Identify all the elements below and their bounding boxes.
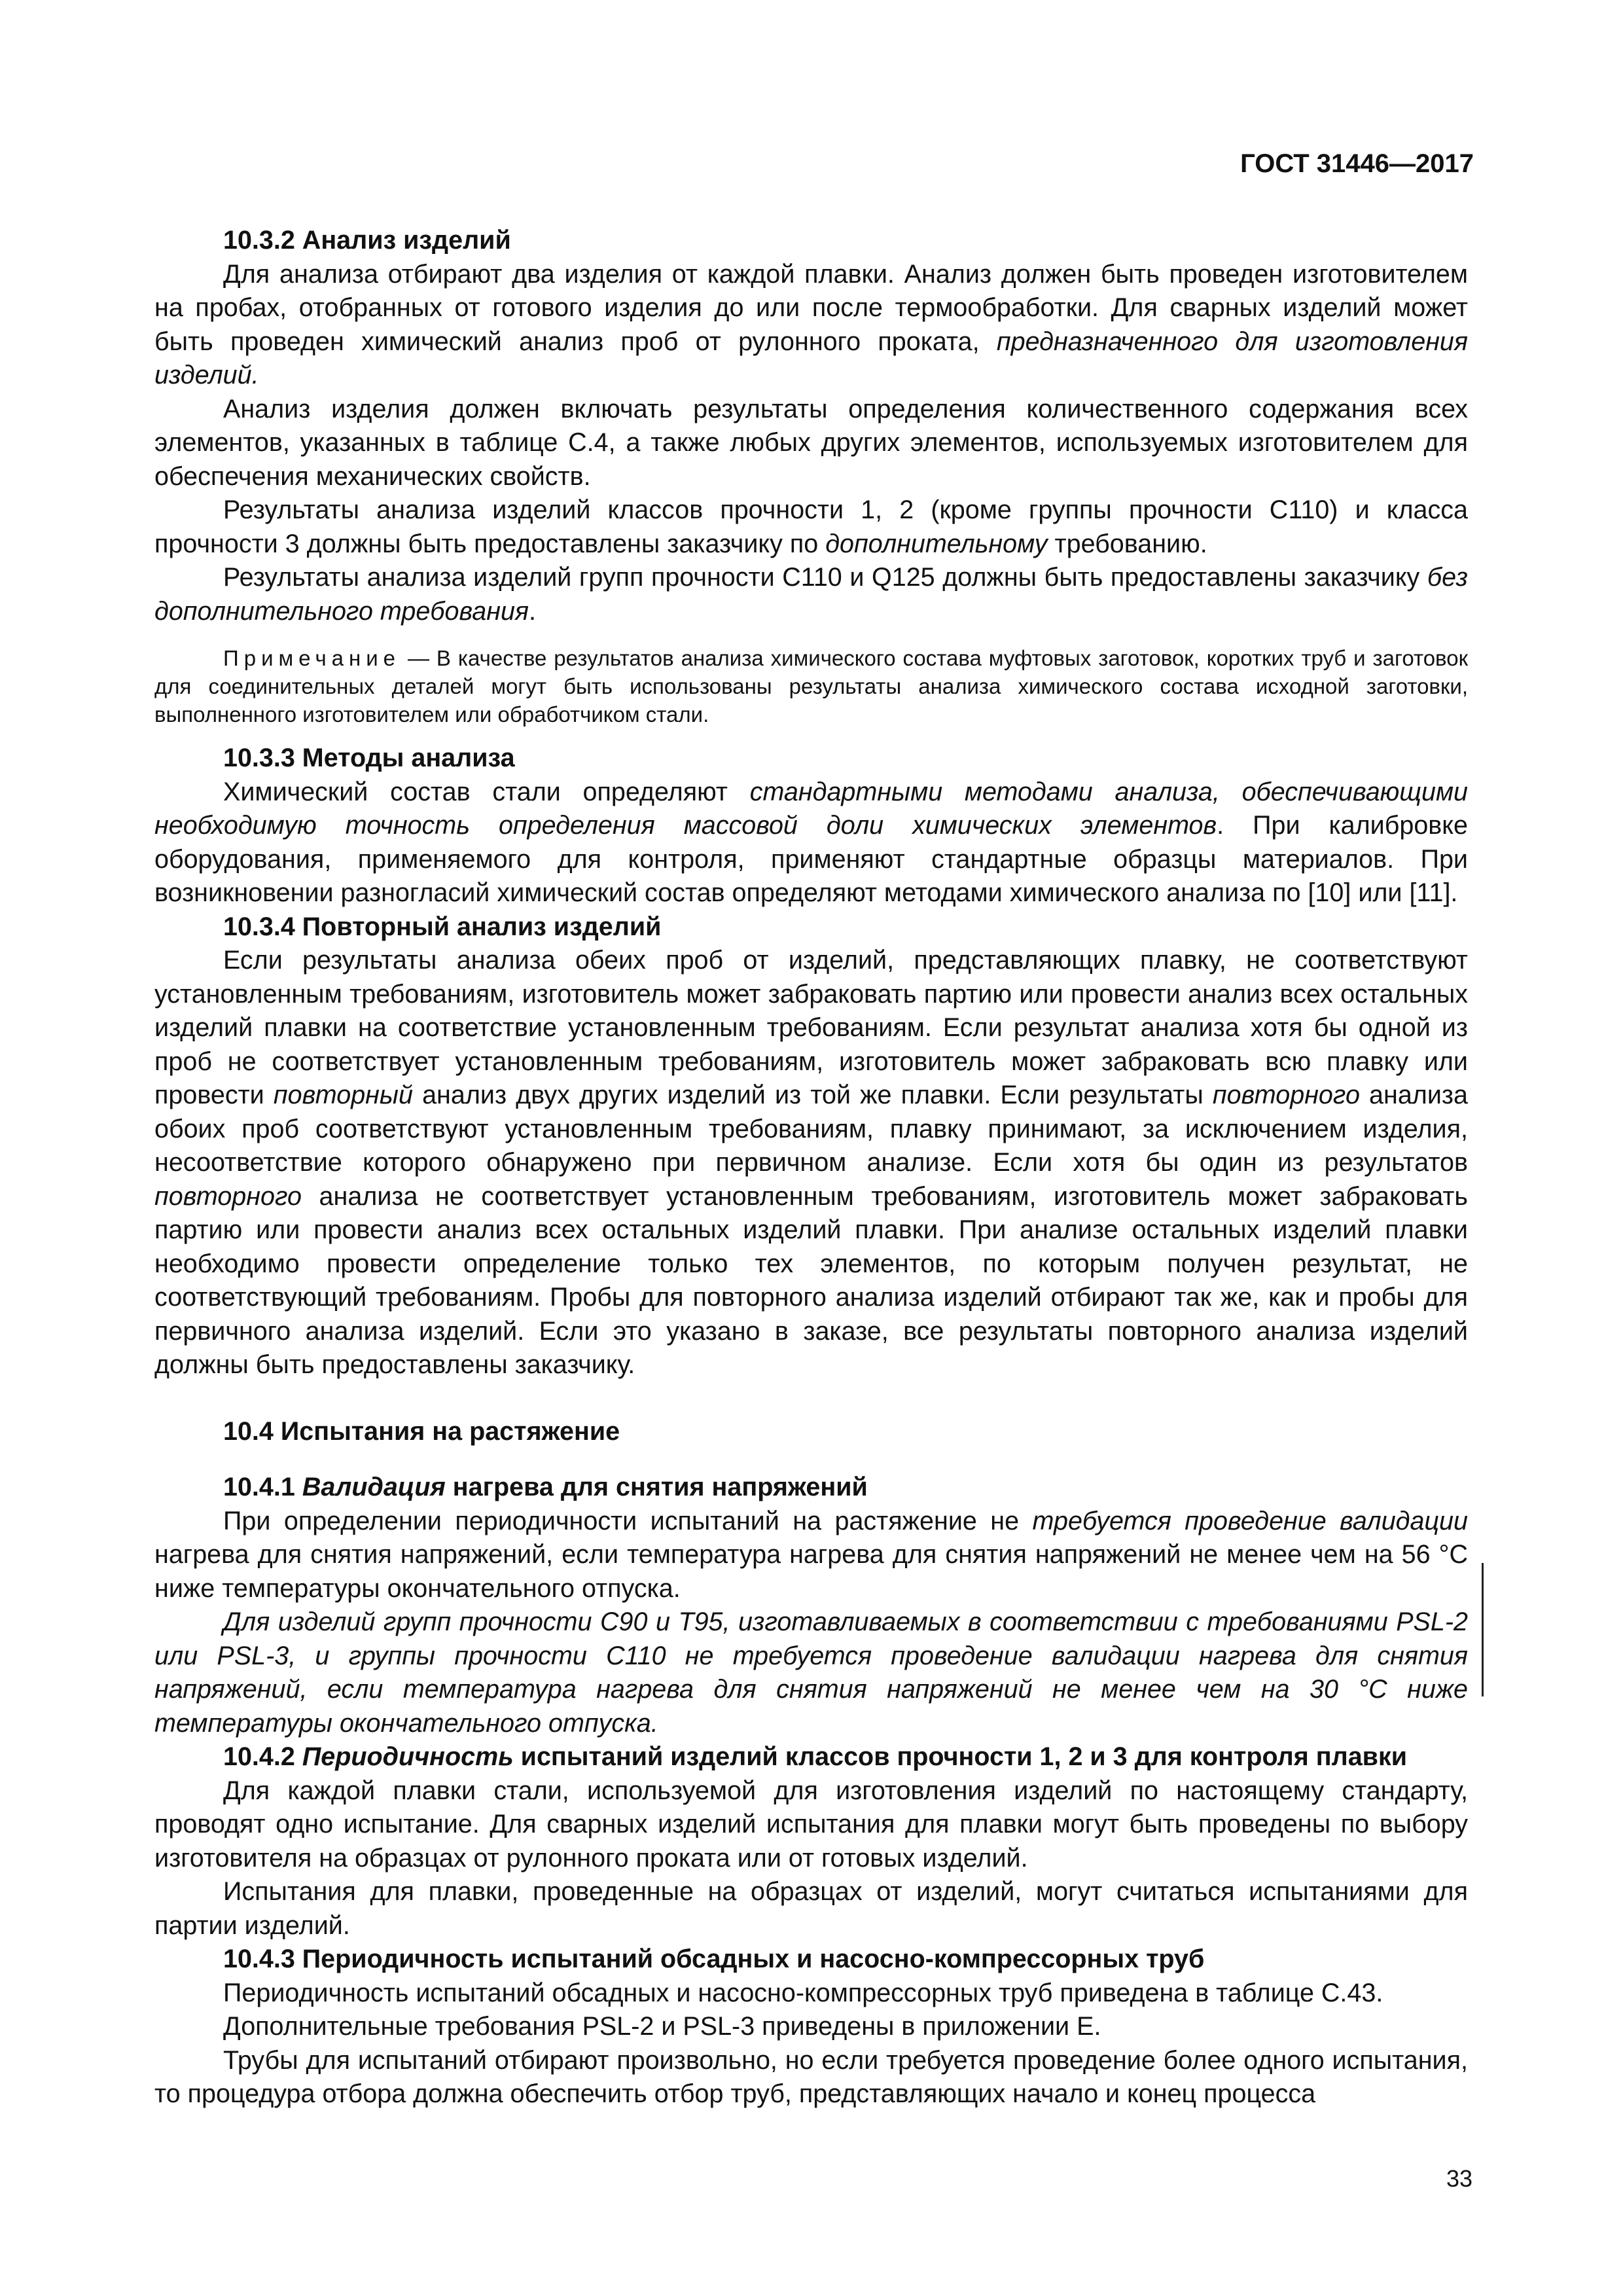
paragraph: Результаты анализа изделий классов прочности 1, 2 (кроме группы прочности С110) и класса прочности 3 должны быть предоставлены заказчику по дополнительному требованию. [154,495,1468,558]
paragraph: Для анализа отбирают два изделия от каждой плавки. Анализ должен быть проведен изготовителем на пробах, отобранных от готового изделия до или после термообработки. Для сварных изделий может быть проведен химический анализ проб от рулонного проката, предназначенного для изготовления изделий. [154,259,1468,389]
page-number: 33 [1446,2165,1472,2192]
section-heading-10-4-1: 10.4.1 Валидация нагрева для снятия напряжений [223,1473,868,1501]
paragraph: Периодичность испытаний обсадных и насосно-компрессорных труб приведена в таблице С.43. [223,1978,1383,2007]
paragraph: Для каждой плавки стали, используемой для изготовления изделий по настоящему стандарту, проводят одно испытание. Для сварных изделий испытания для плавки могут быть проведены по выбору изготовителя на образцах от рулонного проката или от готовых изделий. [154,1776,1468,1873]
section-heading-10-3-3: 10.3.3 Методы анализа [223,744,515,772]
standard-code: ГОСТ 31446—2017 [1240,149,1474,178]
section-heading-10-4-3: 10.4.3 Периодичность испытаний обсадных и насосно-компрессорных труб [223,1945,1205,1973]
section-heading-10-3-4: 10.3.4 Повторный анализ изделий [223,912,662,941]
note-label: Примечание [223,646,401,670]
section-heading-10-4-2: 10.4.2 Периодичность испытаний изделий классов прочности 1, 2 и 3 для контроля плавки [223,1742,1408,1771]
note-text: — В качестве результатов анализа химического состава муфтовых заготовок, коротких труб и заготовок для соединительных деталей могут быть использованы результаты анализа химического состава исходной заготовки, выполненного изготовителем или обработчиком стали. [154,646,1469,726]
paragraph: Если результаты анализа обеих проб от изделий, представляющих плавку, не соответствуют установленным требованиям, изготовитель может забраковать партию или провести анализ всех остальных изделий плавки на соответствие установленным требованиям. Если результат анализа хотя бы одной из проб не соответствует установленным требованиям, изготовитель может забраковать всю плавку или провести повторный анализ двух других изделий из той же плавки. Если результаты повторного анализа обоих проб соответствуют установленным требованиям, плавку принимают, за исключением изделия, несоответствие которого обнаружено при первичном анализе. Если хотя бы один из результатов повторного анализа не соответствует установленным требованиям, изготовитель может забраковать партию или провести анализ всех остальных изделий плавки. При анализе остальных изделий плавки необходимо провести определение только тех элементов, по которым получен результат, не соответствующий требованиям. Пробы для повторного анализа изделий отбирают так же, как и пробы для первичного анализа изделий. Если это указано в заказе, все результаты повторного анализа изделий должны быть предоставлены заказчику. [154,946,1468,1379]
paragraph: Трубы для испытаний отбирают произвольно, но если требуется проведение более одного испытания, то процедура отбора должна обеспечить отбор труб, представляющих начало и конец процесса [154,2045,1468,2108]
paragraph: Дополнительные требования PSL-2 и PSL-3 приведены в приложении Е. [223,2012,1101,2041]
italic-paragraph: Для изделий групп прочности С90 и Т95, изготавливаемых в соответствии с требованиями PSL-2 или PSL-3, и группы прочности С110 не требуется проведение валидации нагрева для снятия напряжений, если температура нагрева для снятия напряжений не менее чем на 30 °С ниже температуры окончательного отпуска. [154,1607,1468,1738]
paragraph: Анализ изделия должен включать результаты определения количественного содержания всех элементов, указанных в таблице С.4, а также любых других элементов, используемых изготовителем для обеспечения механических свойств. [154,394,1468,491]
section-heading-10-4: 10.4 Испытания на растяжение [223,1416,620,1446]
paragraph: Химический состав стали определяют стандартными методами анализа, обеспечивающими необходимую точность определения массовой доли химических элементов. При калибровке оборудования, применяемого для контроля, применяют стандартные образцы материалов. При возникновении разногласий химический состав определяют методами химического анализа по [10] или [11]. [154,777,1468,907]
note [154,644,1468,728]
paragraph: При определении периодичности испытаний на растяжение не требуется проведение валидации нагрева для снятия напряжений, если температура нагрева для снятия напряжений не менее чем на 56 °С ниже температуры окончательного отпуска. [154,1506,1468,1603]
change-bar [1482,1563,1484,1696]
section-heading-10-3-2: 10.3.2 Анализ изделий [223,226,511,255]
document-body [154,224,1468,2111]
paragraph: Результаты анализа изделий групп прочности С110 и Q125 должны быть предоставлены заказчику без дополнительного требования. [154,563,1468,626]
paragraph: Испытания для плавки, проведенные на образцах от изделий, могут считаться испытаниями для партии изделий. [154,1877,1468,1940]
